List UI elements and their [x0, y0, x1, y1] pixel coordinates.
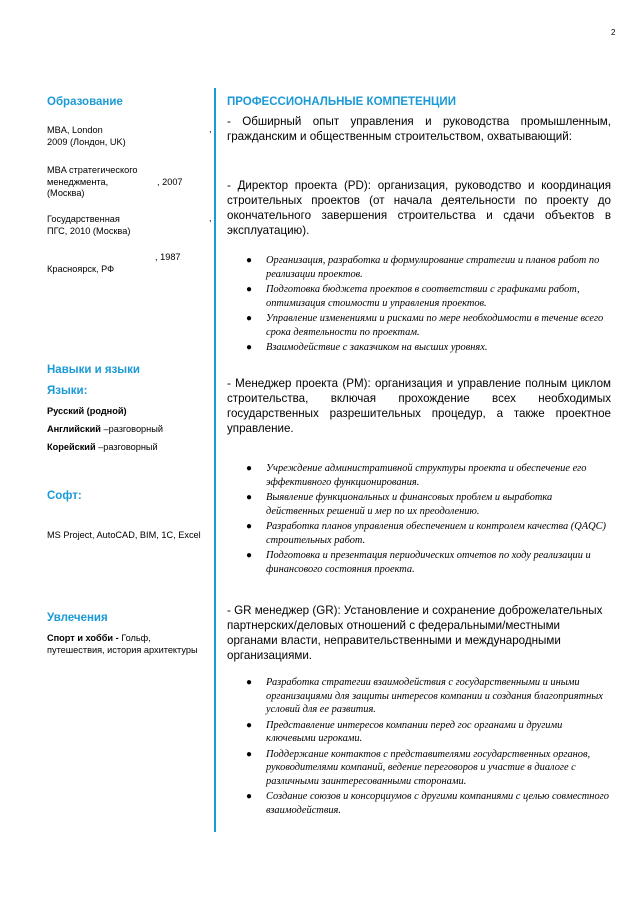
- skills-heading: Навыки и языки: [47, 364, 140, 376]
- gr-bullet-text: Поддержание контактов с представителями государственных органов, руководителями компаний, ведение переговоров и участие в диалоге с различными заинтересованными сторонами.: [266, 748, 591, 787]
- pd-bullet-text: Взаимодействие с заказчиком на высших уровнях.: [266, 342, 488, 353]
- software-heading: Софт:: [47, 490, 82, 502]
- language-korean: [47, 441, 158, 453]
- education-item-3-comma: ,: [209, 213, 212, 223]
- software-list: MS Project, AutoCAD, BIM, 1C, Excel: [47, 530, 201, 540]
- bullet-icon: ●: [246, 521, 253, 532]
- education-item-3-line-1: Государственная: [47, 214, 120, 224]
- pd-bullet-text: Организация, разработка и формулирование стратегии и планов работ по реализации проектов.: [266, 255, 600, 280]
- column-divider: [214, 88, 216, 832]
- list-item: [238, 491, 610, 518]
- education-item-2-year: , 2007: [157, 177, 183, 187]
- bullet-icon: ●: [246, 342, 253, 353]
- competencies-title: ПРОФЕССИОНАЛЬНЫЕ КОМПЕТЕНЦИИ: [227, 96, 456, 108]
- list-item: [238, 462, 610, 489]
- language-korean-name: Корейский: [47, 442, 96, 452]
- gr-description: - GR менеджер (GR): Установление и сохранение доброжелательных партнерских/деловых отношений с федеральными/местными органами власти, неправительственными и международными организациями.: [227, 604, 603, 662]
- pd-description: - Директор проекта (PD): организация, руководство и координация строительных проектов (от начала деятельности по проекту до окончательного завершения строительства и сдачи объектов в эксплуатацию).: [227, 179, 611, 237]
- pm-bullet-text: Подготовка и презентация периодических отчетов по ходу реализации и финансового состояния проекта.: [266, 550, 591, 575]
- gr-bullet-text: Разработка стратегии взаимодействия с государственными и иными организациями для защиты интересов компании и создания благоприятных условий для ее развития.: [266, 677, 603, 715]
- bullet-icon: ●: [246, 255, 253, 266]
- list-item: [238, 254, 610, 281]
- pm-bullet-text: Разработка планов управления обеспечением и контролем качества (QAQC) строительных работ.: [266, 521, 606, 546]
- list-item: [238, 283, 610, 310]
- education-item-3-line-2: ПГС, 2010 (Москва): [47, 226, 131, 236]
- list-item: [238, 790, 610, 817]
- education-item-2-line-3: (Москва): [47, 188, 85, 198]
- competencies-intro: - Обширный опыт управления и руководства промышленным, гражданским и общественным строительством, охватывающий:: [227, 115, 611, 143]
- language-korean-level: –разговорный: [95, 442, 158, 452]
- bullet-icon: ●: [246, 463, 253, 474]
- hobbies-line-1: [47, 632, 151, 644]
- pm-bullet-text: Выявление функциональных и финансовых проблем и выработка действенных решений и мер по их преодолению.: [266, 492, 553, 517]
- bullet-icon: ●: [246, 719, 253, 731]
- list-item: [238, 748, 610, 789]
- pm-bullet-list: [238, 462, 610, 578]
- pm-description: - Менеджер проекта (PM): организация и управление полным циклом строительства, включая прохождение всех необходимых государственных разрешительных процедур, а также проектное управление.: [227, 377, 611, 435]
- bullet-icon: ●: [246, 748, 253, 760]
- bullet-icon: ●: [246, 791, 253, 802]
- education-item-1-line-2: 2009 (Лондон, UK): [47, 137, 126, 147]
- gr-bullet-text: Создание союзов и консорциумов с другими компаниями с целью совместного взаимодействия.: [266, 791, 609, 816]
- list-item: [238, 719, 610, 746]
- education-heading: Образование: [47, 96, 123, 108]
- pd-bullet-text: Управление изменениями и рисками по мере необходимости в течение всего срока деятельности по проектам.: [266, 313, 604, 338]
- list-item: [238, 676, 610, 717]
- gr-bullet-list: [238, 676, 610, 819]
- education-item-2-line-2: менеджмента,: [47, 177, 109, 187]
- list-item: [238, 341, 610, 355]
- bullet-icon: ●: [246, 492, 253, 503]
- pd-bullet-list: [238, 254, 610, 357]
- list-item: [238, 549, 610, 576]
- languages-heading: Языки:: [47, 385, 88, 397]
- hobbies-text-1: Гольф,: [121, 633, 151, 643]
- gr-bullet-text: Представление интересов компании перед гос органами и другими ключевыми игроками.: [266, 719, 563, 744]
- hobbies-heading: Увлечения: [47, 612, 108, 624]
- education-item-1-comma: ,: [209, 124, 212, 134]
- hobbies-label: Спорт и хобби -: [47, 633, 122, 643]
- bullet-icon: ●: [246, 550, 253, 561]
- pm-bullet-text: Учреждение административной структуры проекта и обеспечение его эффективного функционирования.: [266, 463, 587, 488]
- education-item-2-line-1: MBA стратегического: [47, 165, 138, 175]
- language-english-level: –разговорный: [100, 424, 163, 434]
- bullet-icon: ●: [246, 313, 253, 324]
- language-russian: Русский (родной): [47, 406, 127, 416]
- education-item-4-year: , 1987: [155, 252, 181, 262]
- pd-bullet-text: Подготовка бюджета проектов в соответствии с графиками работ, оптимизация стоимости и управления проектов.: [266, 284, 580, 309]
- hobbies-line-2: путешествия, история архитектуры: [47, 645, 198, 655]
- language-english: [47, 423, 163, 435]
- language-english-name: Английский: [47, 424, 101, 434]
- list-item: [238, 312, 610, 339]
- bullet-icon: ●: [246, 677, 253, 688]
- education-item-4-line-2: Красноярск, РФ: [47, 264, 115, 274]
- education-item-1-line-1: MBA, London: [47, 125, 103, 135]
- bullet-icon: ●: [246, 284, 253, 295]
- page-number: 2: [611, 28, 616, 37]
- list-item: [238, 520, 610, 547]
